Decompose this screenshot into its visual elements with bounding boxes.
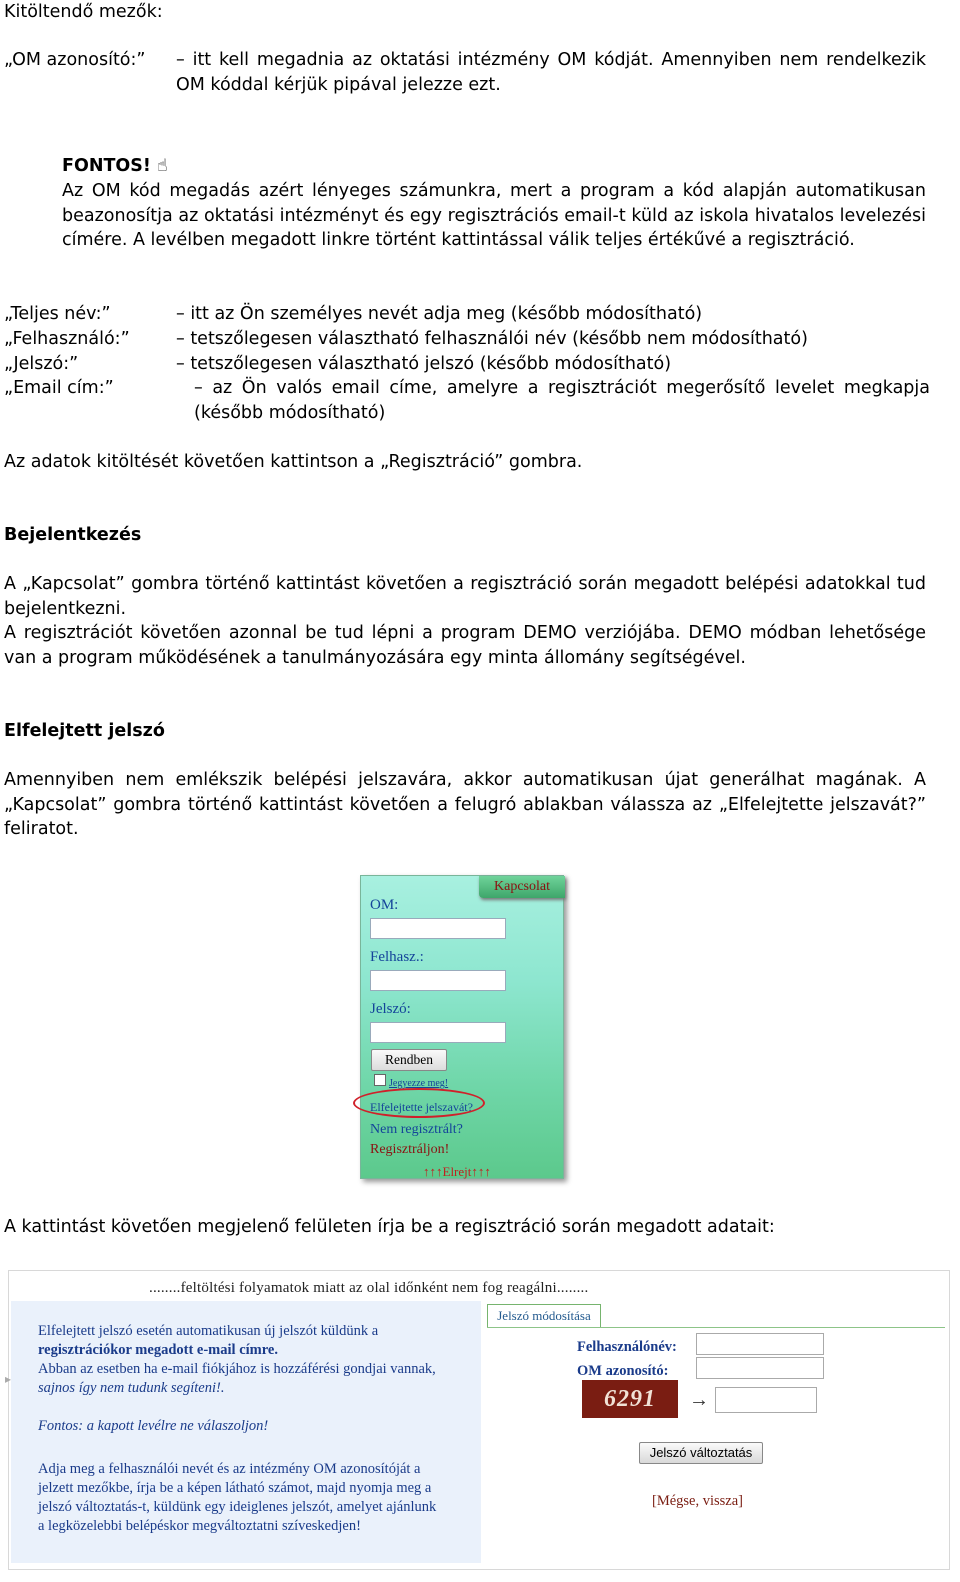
tab-password-change[interactable]: Jelszó módosítása bbox=[487, 1304, 601, 1328]
definition-term: „Email cím:” bbox=[4, 378, 114, 398]
definition-desc: – tetszőlegesen választható jelszó (később módosítható) bbox=[176, 354, 672, 374]
login-paragraph-2: A regisztrációt követően azonnal be tud lépni a program DEMO verziójába. DEMO módban lehetősége van a program működésének a tanulmányozására egy minta állomány segítségével. bbox=[4, 623, 926, 668]
important-note: Fontos: a kapott levélre ne válaszoljon! bbox=[38, 1418, 269, 1434]
om-id-input[interactable] bbox=[696, 1357, 824, 1379]
remember-checkbox[interactable] bbox=[374, 1074, 386, 1086]
instruction-line: jelzett mezőkbe, írja be a képen látható számot, majd nyomja meg a bbox=[38, 1480, 432, 1496]
instruction-line: jelszó változtatás-t, küldünk egy ideiglenes jelszót, amelyet ajánlunk bbox=[38, 1499, 437, 1515]
kapcsolat-tab[interactable]: Kapcsolat bbox=[479, 876, 565, 898]
definition-desc: – itt az Ön személyes nevét adja meg (később módosítható) bbox=[176, 304, 703, 324]
forgot-password-link[interactable]: Elfelejtette jelszavát? bbox=[370, 1100, 473, 1114]
captcha-image: 6291 bbox=[582, 1380, 678, 1418]
captcha-input[interactable] bbox=[715, 1387, 817, 1413]
not-registered-link[interactable]: Nem regisztrált? bbox=[370, 1122, 463, 1137]
instruction-line: Adja meg a felhasználói nevét és az intézmény OM azonosítóját a bbox=[38, 1461, 421, 1477]
definition-term: „Teljes név:” bbox=[4, 304, 111, 324]
info-line: Abban az esetben ha e-mail fiókjához is hozzáférési gondjai vannak, bbox=[38, 1361, 436, 1377]
important-label-text: FONTOS! bbox=[62, 156, 151, 176]
info-line: regisztrációkor megadott e-mail címre. bbox=[38, 1342, 278, 1358]
definition-term: „Jelszó:” bbox=[4, 354, 79, 374]
om-desc: – itt kell megadnia az oktatási intézmény OM kódját. Amennyiben nem rendelkezik OM kóddal kérjük pipával jelezze ezt. bbox=[176, 50, 926, 95]
om-input[interactable] bbox=[370, 918, 506, 939]
tab-divider bbox=[487, 1327, 945, 1328]
login-paragraph-1: A „Kapcsolat” gombra történő kattintást követően a regisztráció során megadott belépési adatokkal tud bejelentkezni. bbox=[4, 574, 926, 619]
after-fill-text: Az adatok kitöltését követően kattintson a „Regisztráció” gombra. bbox=[4, 452, 583, 472]
info-line: Elfelejtett jelszó esetén automatikusan új jelszót küldünk a bbox=[38, 1323, 379, 1339]
forgot-heading: Elfelejtett jelszó bbox=[4, 721, 165, 741]
forgot-paragraph: Amennyiben nem emlékszik belépési jelszavára, akkor automatikusan újat generálhat magának. A „Kapcsolat” gombra történő kattintást követően a felugró ablakban válassza az „Elfelejtette jelszavát?” feliratot. bbox=[4, 770, 926, 839]
forgot-password-widget bbox=[5, 1270, 950, 1570]
hide-link[interactable]: ↑↑↑Elrejt↑↑↑ bbox=[423, 1164, 491, 1179]
rendben-button[interactable]: Rendben bbox=[371, 1049, 447, 1071]
info-panel bbox=[11, 1301, 481, 1563]
pointing-hand-icon: ☝ bbox=[156, 156, 168, 176]
om-term: „OM azonosító:” bbox=[4, 50, 146, 70]
user-input[interactable] bbox=[370, 970, 506, 991]
login-widget bbox=[360, 875, 564, 1179]
fields-heading: Kitöltendő mezők: bbox=[4, 2, 163, 22]
register-link[interactable]: Regisztráljon! bbox=[370, 1142, 450, 1157]
om-id-label: OM azonosító: bbox=[577, 1363, 669, 1379]
om-label: OM: bbox=[370, 897, 399, 913]
username-input[interactable] bbox=[696, 1333, 824, 1355]
important-label bbox=[62, 154, 168, 179]
password-label: Jelszó: bbox=[370, 1001, 411, 1017]
definition-desc: – az Ön valós email címe, amelyre a regisztrációt megerősítő levelet megkapja (később módosítható) bbox=[194, 378, 930, 423]
arrow-right-icon: → bbox=[689, 1389, 709, 1411]
login-heading: Bejelentkezés bbox=[4, 525, 142, 545]
important-text: Az OM kód megadás azért lényeges számunkra, mert a program a kód alapján automatikusan beazonosítja az oktatási intézményt és egy regisztrációs email-t küld az iskola hivatalos levelezési címére. A levélben megadott linkre történt kattintással válik teljes értékűvé a regisztráció. bbox=[62, 181, 926, 250]
instruction-line: a legközelebbi belépéskor megváltoztatni szíveskedjen! bbox=[38, 1518, 361, 1534]
username-label: Felhasználónév: bbox=[577, 1339, 677, 1355]
notice-marquee: ........feltöltési folyamatok miatt az olal időnként nem fog reagálni........ bbox=[149, 1280, 589, 1296]
user-label: Felhasz.: bbox=[370, 949, 424, 965]
definition-term: „Felhasználó:” bbox=[4, 329, 130, 349]
definition-desc: – tetszőlegesen választható felhasználói név (később nem módosítható) bbox=[176, 329, 808, 349]
change-password-button[interactable]: Jelszó változtatás bbox=[639, 1442, 763, 1464]
after-click-text: A kattintást követően megjelenő felületen írja be a regisztráció során megadott adatait: bbox=[4, 1217, 775, 1237]
remember-label[interactable]: Jegyezze meg! bbox=[389, 1078, 449, 1089]
password-input[interactable] bbox=[370, 1022, 506, 1043]
info-line: sajnos így nem tudunk segíteni!. bbox=[38, 1380, 225, 1396]
cancel-link[interactable]: [Mégse, vissza] bbox=[652, 1493, 744, 1509]
side-arrow-icon: ▸ bbox=[5, 1372, 12, 1386]
